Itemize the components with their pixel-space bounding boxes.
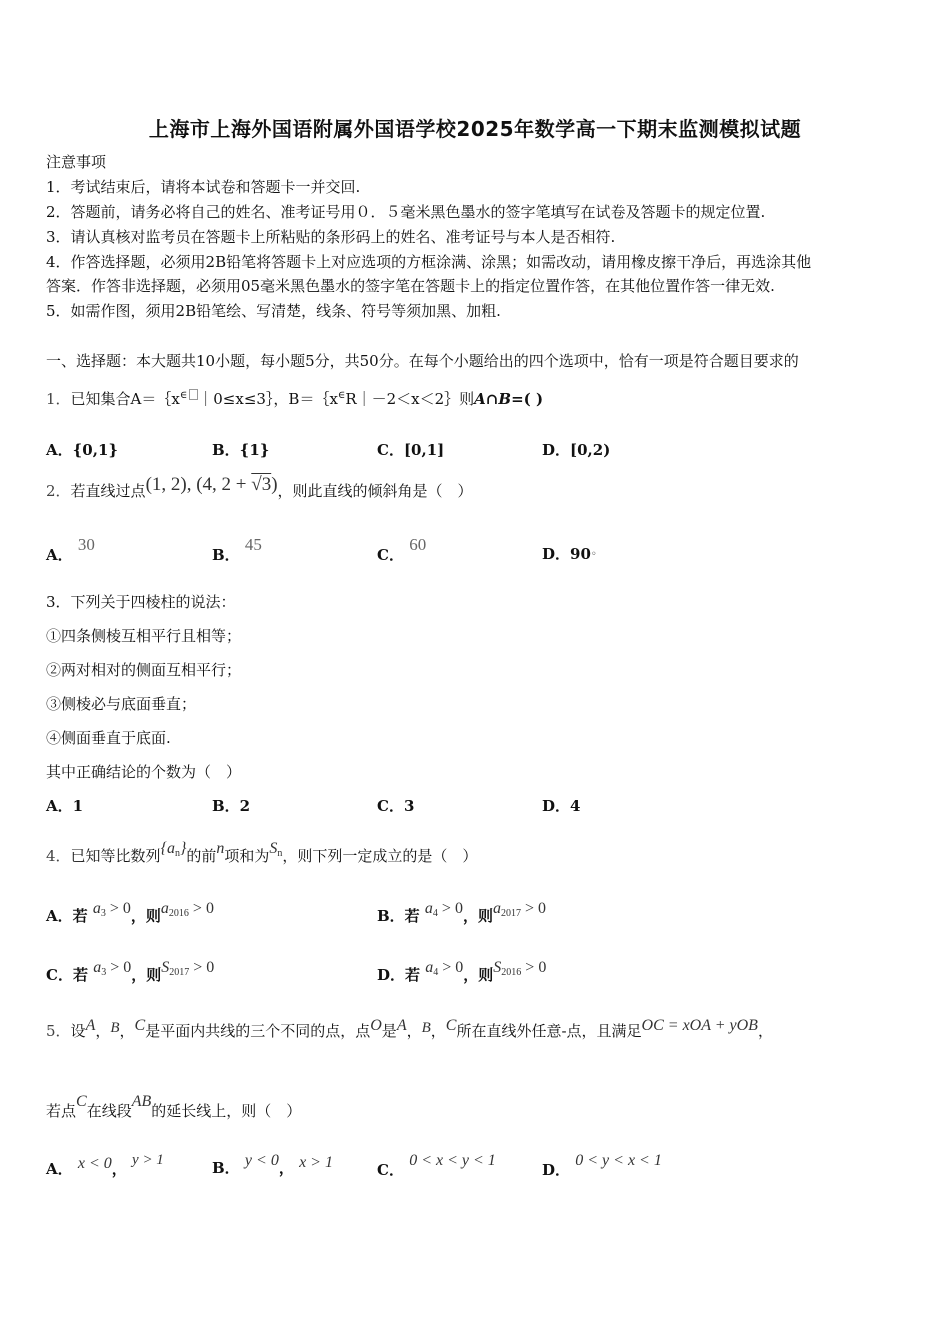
- page-title: 上海市上海外国语附属外国语学校2025年数学高一下期末监测模拟试题: [148, 117, 802, 141]
- question-1: [46, 388, 543, 409]
- q4-c-c2r: > 0: [189, 959, 215, 976]
- question-5: [46, 1017, 773, 1041]
- q5-number: 5．: [46, 1022, 71, 1040]
- q5-option-b[interactable]: [212, 1152, 333, 1178]
- question-3: 3．下列关于四棱柱的说法：: [46, 593, 236, 611]
- notice-item-1: 1．考试结束后，请将本试卷和答题卡一并交回.: [46, 178, 361, 196]
- q4-c-c1s: 3: [101, 967, 107, 978]
- question-2: [46, 474, 473, 501]
- q4-d-then: ，则: [463, 966, 494, 984]
- q4-text-d: ，则下列一定成立的是（ ）: [282, 847, 478, 865]
- q4-c-cond1: [93, 959, 131, 976]
- q5-line2-a: 若点: [46, 1102, 77, 1120]
- q4-text-a: 已知等比数列: [70, 847, 161, 865]
- q5-comma-2: ，: [119, 1022, 135, 1040]
- q5-B-2: B: [421, 1020, 431, 1036]
- notice-item-4-cont: 答案．作答非选择题，必须用05毫米黑色墨水的签字笔在答题卡上的指定位置作答，在其他位置作答一律无效.: [46, 277, 775, 295]
- q3-option-d[interactable]: D．4: [542, 797, 581, 815]
- q4-n: n: [216, 840, 225, 857]
- q5-A-2: A: [396, 1017, 407, 1034]
- q1-option-c[interactable]: C．[0,1]: [377, 441, 445, 459]
- q4-b-c2: a: [492, 900, 501, 917]
- q5-a-sep: ，: [111, 1160, 127, 1178]
- q5-option-c[interactable]: [377, 1152, 496, 1180]
- q4-b-c2r: > 0: [520, 900, 546, 917]
- q5-a-tag: A．: [46, 1160, 73, 1178]
- q5-line2-b: 在线段: [86, 1102, 132, 1120]
- q4-b-cond1: [425, 900, 463, 917]
- notice-item-5: 5．如需作图，须用2B铅笔绘、写清楚，线条、符号等须加黑、加粗.: [46, 302, 501, 320]
- q4-c-then: ，则: [131, 966, 162, 984]
- q2-b-val: 45: [244, 535, 262, 554]
- q5-comma-3: ，: [406, 1022, 422, 1040]
- question-5-line-2: [46, 1093, 301, 1121]
- q5-text-d: 所在直线外任意-点，且满足: [456, 1022, 642, 1040]
- q5-text-e: ，: [757, 1022, 773, 1040]
- q5-text-a: 设: [70, 1022, 86, 1040]
- q1-in-2: ∈: [337, 390, 346, 401]
- q5-c-tag: C．: [377, 1161, 404, 1179]
- q2-point-2: (4, 2 +: [196, 474, 252, 495]
- q1-intersection: A∩B: [474, 390, 512, 408]
- notice-item-4: 4．作答选择题，必须用2B铅笔将答题卡上对应选项的方框涂满、涂黑；如需改动，请用橡皮擦干净后，再选涂其他: [46, 253, 812, 271]
- q4-sum: [269, 840, 282, 857]
- q4-a-then: ，则: [130, 907, 161, 925]
- q5-line2-c: 的延长线上，则（ ）: [151, 1102, 302, 1120]
- q1-number: 1．: [46, 390, 71, 408]
- q4-b-c1s: 4: [432, 908, 438, 919]
- q5-C-1: C: [134, 1017, 146, 1034]
- q4-b-then: ，则: [462, 907, 493, 925]
- question-4: [46, 840, 477, 866]
- q4-d-c2r: > 0: [521, 959, 547, 976]
- q4-d-c1s: 4: [433, 967, 439, 978]
- q4-c-c2s: 2017: [169, 967, 190, 978]
- q4-a-c1s: 3: [100, 908, 106, 919]
- q1-option-d[interactable]: D．[0,2): [542, 441, 611, 459]
- section-heading: 一、选择题：本大题共10小题，每小题5分，共50分。在每个小题给出的四个选项中，恰有一项是符合题目要求的: [46, 352, 799, 370]
- q4-sequence: [161, 840, 187, 857]
- q4-d-cond2: [493, 959, 546, 976]
- q4-d-c2: S: [493, 959, 502, 976]
- q4-b-c1r: > 0: [437, 900, 463, 917]
- q3-statement-2: ②两对相对的侧面互相平行；: [46, 661, 242, 679]
- q5-b-v2: x > 1: [299, 1154, 333, 1171]
- q4-option-a[interactable]: [46, 900, 214, 926]
- q2-option-d[interactable]: [542, 543, 597, 564]
- q4-a-c1: a: [92, 900, 101, 917]
- q5-C-3: C: [76, 1093, 87, 1110]
- q4-c-c1r: > 0: [106, 959, 132, 976]
- q2-d-tag: D．: [542, 545, 571, 563]
- q2-option-c[interactable]: [377, 535, 426, 565]
- q5-a-v2: y > 1: [132, 1152, 164, 1168]
- q4-d-c1r: > 0: [438, 959, 464, 976]
- q4-option-d[interactable]: [377, 959, 546, 985]
- q1-text-a: 已知集合A＝｛x: [70, 390, 180, 408]
- q2-c-tag: C．: [377, 546, 404, 564]
- q2-option-a[interactable]: [46, 535, 95, 565]
- q4-c-cond2: [161, 959, 214, 976]
- q5-A-1: A: [85, 1017, 96, 1034]
- q5-comma-1: ，: [95, 1022, 111, 1040]
- q5-option-d[interactable]: [542, 1152, 662, 1180]
- q4-a-tag: A．若: [46, 907, 88, 925]
- q2-d-val: 90: [570, 545, 591, 563]
- q5-comma-4: ，: [430, 1022, 446, 1040]
- q4-b-c2s: 2017: [500, 908, 521, 919]
- q2-text-a: 若直线过点: [70, 482, 146, 500]
- q3-statement-3: ③侧棱必与底面垂直；: [46, 695, 197, 713]
- q4-number: 4．: [46, 847, 71, 865]
- q4-a-cond1: [93, 900, 131, 917]
- q5-d-tag: D．: [542, 1161, 571, 1179]
- notice-item-2: 2．答题前，请务必将自己的姓名、准考证号用０．５毫米黑色墨水的签字笔填写在试卷及答题卡的规定位置.: [46, 203, 766, 221]
- q2-text-b: ，则此直线的倾斜角是（ ）: [277, 482, 473, 500]
- q5-c-v1: 0 < x < y < 1: [409, 1152, 496, 1169]
- q5-b-tag: B．: [212, 1159, 240, 1177]
- q4-c-c1: a: [93, 959, 102, 976]
- q3-option-a[interactable]: A．1: [46, 797, 84, 815]
- missing-glyph-icon: [189, 389, 198, 400]
- q2-sqrt3: √3: [251, 474, 272, 495]
- q2-a-tag: A．: [46, 546, 73, 564]
- q5-a-v1: x < 0: [77, 1155, 112, 1172]
- q5-O: O: [370, 1017, 382, 1034]
- q4-d-c1: a: [425, 959, 434, 976]
- q4-S: S: [269, 840, 278, 857]
- q4-option-b[interactable]: [377, 900, 546, 926]
- q1-option-a[interactable]: A．{0,1}: [46, 441, 119, 459]
- q1-text-c: ｜0≤x≤3｝，B＝｛x: [198, 390, 338, 408]
- q4-a-cond2: [161, 900, 214, 917]
- q1-in-1: ∈: [179, 390, 188, 401]
- q2-option-b[interactable]: [212, 535, 262, 565]
- q5-C-2: C: [445, 1017, 457, 1034]
- q5-text-c: 是: [381, 1022, 397, 1040]
- q5-d-v1: 0 < y < x < 1: [575, 1152, 662, 1169]
- q5-option-a[interactable]: [46, 1152, 164, 1179]
- q1-paren: =( ): [511, 390, 544, 408]
- q5-b-v1: y < 0: [244, 1152, 279, 1169]
- q4-a-c2s: 2016: [168, 908, 189, 919]
- q5-AB: AB: [131, 1093, 152, 1110]
- q4-text-b: 的前: [186, 847, 217, 865]
- q4-seq-a: {a: [160, 840, 175, 857]
- q2-a-val: 30: [77, 535, 95, 554]
- q4-a-c1r: > 0: [105, 900, 131, 917]
- q4-seq-end: }: [179, 840, 187, 857]
- q4-b-cond2: [493, 900, 546, 917]
- q1-text-e: R｜－2＜x＜2｝则: [345, 390, 475, 408]
- q3-statement-4: ④侧面垂直于底面.: [46, 729, 171, 747]
- q4-d-c2s: 2016: [501, 967, 522, 978]
- q3-statement-1: ①四条侧棱互相平行且相等；: [46, 627, 242, 645]
- q4-d-tag: D．若: [377, 966, 421, 984]
- q5-b-sep: ，: [278, 1159, 294, 1177]
- q4-a-c2r: > 0: [188, 900, 214, 917]
- q4-text-c: 项和为: [224, 847, 270, 865]
- q4-c-c2: S: [161, 959, 170, 976]
- q4-b-tag: B．若: [377, 907, 420, 925]
- q4-d-cond1: [425, 959, 463, 976]
- q4-a-c2: a: [160, 900, 169, 917]
- q2-number: 2．: [46, 482, 71, 500]
- notice-item-3: 3．请认真核对监考员在答题卡上所粘贴的条形码上的姓名、准考证号与本人是否相符.: [46, 228, 616, 246]
- q3-option-b[interactable]: B．2: [212, 797, 251, 815]
- degree-symbol: ◦: [590, 549, 597, 560]
- notice-heading: 注意事项: [46, 153, 107, 171]
- q4-option-c[interactable]: [46, 959, 214, 985]
- q5-text-b: 是平面内共线的三个不同的点，点: [145, 1022, 371, 1040]
- q1-option-b[interactable]: B．{1}: [212, 441, 270, 459]
- q4-b-c1: a: [424, 900, 433, 917]
- q5-equation: OC = xOA + yOB: [641, 1017, 758, 1034]
- q4-c-tag: C．若: [46, 966, 88, 984]
- q5-B-1: B: [110, 1020, 120, 1036]
- q4-seq-sub: n: [174, 848, 180, 859]
- q2-b-tag: B．: [212, 546, 240, 564]
- q2-c-val: 60: [409, 535, 427, 554]
- q3-ask: 其中正确结论的个数为（ ）: [46, 763, 242, 781]
- q2-point-1: (1, 2),: [145, 474, 197, 495]
- q2-point-2-close: ): [271, 474, 278, 495]
- q4-S-sub: n: [277, 848, 283, 859]
- q3-option-c[interactable]: C．3: [377, 797, 415, 815]
